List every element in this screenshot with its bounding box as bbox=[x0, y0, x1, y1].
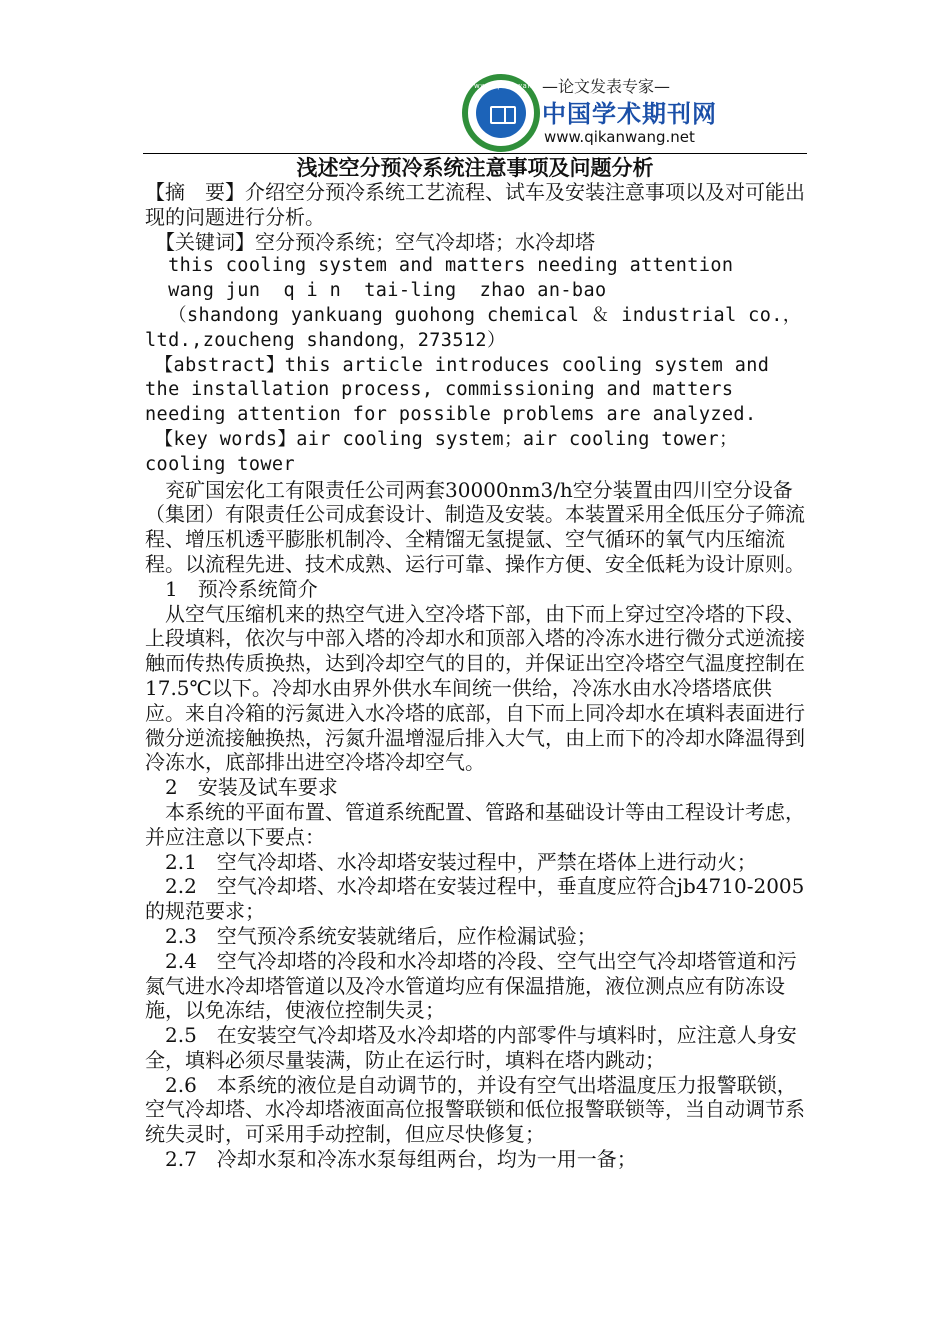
item-2-6: 2.6 本系统的液位是自动调节的，并设有空气出塔温度压力报警联锁，空气冷却塔、水冷却塔液面高位报警联锁和低位报警联锁等，当自动调节系统失灵时，可采用手动控制，但应尽快修复； bbox=[145, 1072, 805, 1147]
globe-inner bbox=[476, 88, 526, 138]
section-1-paragraph: 从空气压缩机来的热空气进入空冷塔下部，由下而上穿过空冷塔的下段、上段填料，依次与中部入塔的冷却水和顶部入塔的冷冻水进行微分式逆流接触而传热传质换热，达到冷却空气的目的，并保证出空冷塔空气温度控制在17.5℃以下。冷却水由界外供水车间统一供给，冷冻水由水冷塔塔底供应。来自冷箱的污氮进入水冷塔的底部，自下而上同冷却水在填料表面进行微分逆流接触换热，污氮升温增湿后排入大气，由上而下的冷却水降温得到冷冻水，底部排出进空冷塔冷却空气。 bbox=[145, 601, 805, 775]
keywords-cn: 【关键词】空分预冷系统；空气冷却塔；水冷却塔 bbox=[145, 229, 595, 254]
logo-brand: 中国学术期刊网 bbox=[542, 100, 717, 128]
item-2-3: 2.3 空气预冷系统安装就绪后，应作检漏试验； bbox=[145, 923, 597, 948]
article-body bbox=[145, 180, 805, 1172]
globe-icon bbox=[462, 74, 553, 152]
book-icon bbox=[490, 106, 516, 124]
section-2-intro: 本系统的平面布置、管道系统配置、管路和基础设计等由工程设计考虑，并应注意以下要点： bbox=[145, 799, 805, 849]
logo-slogan: —论文发表专家— bbox=[542, 77, 671, 96]
article-title: 浅述空分预冷系统注意事项及问题分析 bbox=[296, 156, 654, 180]
logo-ring-text: www.qikanwang.net bbox=[474, 82, 553, 90]
keywords-en: 【key words】air cooling system；air cooling tower；cooling tower bbox=[145, 428, 738, 475]
item-2-1: 2.1 空气冷却塔、水冷却塔安装过程中，严禁在塔体上进行动火； bbox=[145, 849, 757, 874]
item-2-4: 2.4 空气冷却塔的冷段和水冷却塔的冷段、空气出空气冷却塔管道和污氮气进水冷却塔管道以及冷水管道均应有保温措施，液位测点应有防冻设施，以免冻结，使液位控制失灵； bbox=[145, 948, 797, 1023]
item-2-5: 2.5 在安装空气冷却塔及水冷却塔的内部零件与填料时，应注意人身安全，填料必须尽量装满，防止在运行时，填料在塔内跳动； bbox=[145, 1023, 797, 1072]
abstract-cn: 【摘 要】介绍空分预冷系统工艺流程、试车及安装注意事项以及对可能出现的问题进行分析。 bbox=[145, 180, 805, 229]
section-heading-1: 1 预冷系统简介 bbox=[145, 576, 318, 601]
affiliation-en: （shandong yankuang guohong chemical ＆ industrial co.，ltd.,zoucheng shandong，273512） bbox=[145, 304, 802, 351]
publisher-logo[interactable] bbox=[462, 70, 717, 152]
abstract-en: 【abstract】this article introduces cooling system and the installation process, commissioning and matters needing attention for possible problems are analyzed. bbox=[145, 354, 781, 426]
item-2-2: 2.2 空气冷却塔、水冷却塔在安装过程中，垂直度应符合jb4710-2005的规范要求； bbox=[145, 874, 805, 924]
intro-paragraph: 兖矿国宏化工有限责任公司两套30000nm3/h空分装置由四川空分设备（集团）有限责任公司成套设计、制造及安装。本装置采用全低压分子筛流程、增压机透平膨胀机制冷、全精馏无氢提氩、空气循环的氧气内压缩流程。以流程先进、技术成熟、运行可靠、操作方便、安全低耗为设计原则。 bbox=[145, 477, 805, 576]
title-en: this cooling system and matters needing attention bbox=[145, 255, 734, 277]
item-2-7: 2.7 冷却水泵和冷冻水泵每组两台，均为一用一备； bbox=[145, 1147, 637, 1172]
authors-en: wang jun q i n tai-ling zhao an-bao bbox=[145, 280, 607, 302]
section-heading-2: 2 安装及试车要求 bbox=[145, 775, 338, 800]
logo-site-url[interactable]: www.qikanwang.net bbox=[544, 128, 695, 146]
